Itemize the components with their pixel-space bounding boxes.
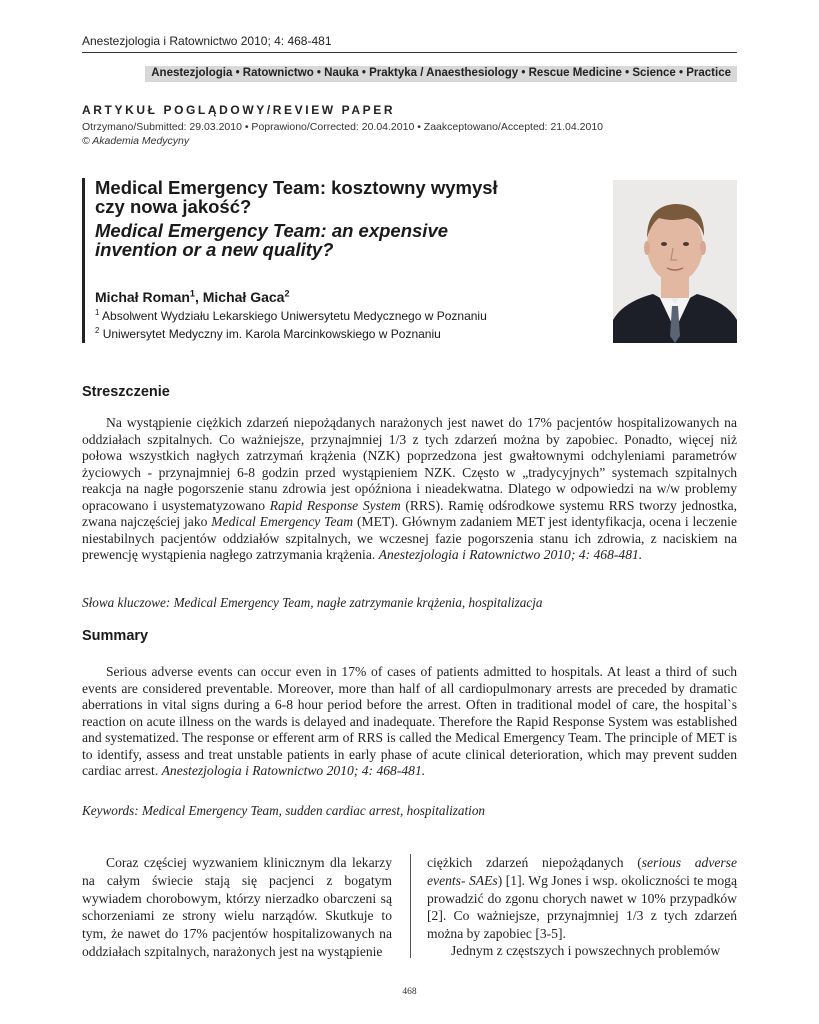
author-list: [95, 289, 290, 305]
author-photo: [613, 180, 737, 343]
abstract-polish-text-1: Na wystąpienie ciężkich zdarzeń niepożądanych narażonych jest nawet do 17% pacjentów hospitalizowanych na oddziałach szpitalnych. Co ważniejsze, przynajmniej 1/3 z tych zdarzeń można by zapobiec. Ponadto, więcej niż połowa wszystkich nagłych zatrzymań krążenia (NZK) poprzedzona jest gwałtownymi odchyleniami parametrów życiowych - przynajmniej 6-8 godzin przed wystąpieniem NZK. Często w „tradycyjnych” systemach szpitalnych reakcja na nagłe pogorszenie stanu zdrowia jest opóźniona i nieadekwatna. Dlatego w odpowiedzi na w/w problemy opracowano i usystematyzowano: [82, 415, 737, 513]
author-1-affiliation-ref: 1: [189, 288, 195, 299]
abstract-polish: [82, 415, 737, 564]
journal-keyword-text: Anestezjologia • Ratownictwo • Nauka • Praktyka / Anaesthesiology • Rescue Medicine • Science • Practice: [151, 67, 731, 79]
journal-citation: Anestezjologia i Ratownictwo 2010; 4: 468-481: [82, 34, 332, 48]
copyright: © Akademia Medycyny: [82, 135, 190, 147]
body-right-italic: serious adverse events- SAEs: [427, 855, 737, 888]
streszczenie-heading: Streszczenie: [82, 384, 170, 400]
body-right-text-2: ) [1]. Wg Jones i wsp. okoliczności te mogą prowadzić do zgonu chorych nawet w 10% przypadków [2]. Co ważniejsze, przynajmniej 1/3 z tych zdarzeń można by zapobiec [3-5].: [427, 872, 737, 942]
affiliation-2-marker: 2: [95, 326, 100, 335]
keywords-english: Keywords: Medical Emergency Team, sudden cardiac arrest, hospitalization: [82, 803, 486, 818]
affiliation-1: [95, 309, 487, 323]
abstract-polish-citation: Anestezjologia i Ratownictwo 2010; 4: 468-481.: [378, 547, 643, 562]
abstract-english-text: Serious adverse events can occur even in 17% of cases of patients admitted to hospitals. At least a third of such events are considered preventable. Moreover, more than half of all cardiopulmonary arrests are preceded by dramatic aberrations in vital signs during a 6-8 hour period before the arrest. Often in traditional model of care, the hospital`s reaction on acute illness on the wards is delayed and inadequate. Therefore the Rapid Response System was established and systematized. The response or efferent arm of RRS is called the Medical Emergency Team. The principle of MET is to identify, assess and treat unstable patients in early phase of acute clinical deterioration, which may prevent sudden cardiac arrest.: [82, 664, 737, 778]
body-right-text-1: ciężkich zdarzeń niepożądanych (: [427, 855, 642, 870]
article-type: ARTYKUŁ POGLĄDOWY/REVIEW PAPER: [82, 103, 396, 117]
abstract-polish-met: Medical Emergency Team: [211, 514, 354, 529]
column-divider: [410, 854, 411, 958]
abstract-polish-text-3: (MET). Głównym zadaniem MET jest identyfikacja, ocena i leczenie niestabilnych pacjentów oddziałów szpitalnych, we wczesnej fazie pogorszenia stanu ich zdrowia, z naciskiem na prewencję wystąpienia nagłego zatrzymania krążenia.: [82, 514, 737, 562]
abstract-polish-text-2: (RRS). Ramię odśrodkowe systemu RRS tworzy jednostka, zwana najczęściej jako: [82, 497, 738, 529]
summary-heading: Summary: [82, 628, 149, 644]
keywords-polish: Słowa kluczowe: Medical Emergency Team, nagłe zatrzymanie krążenia, hospitalizacja: [82, 595, 543, 610]
author-2-name: Michał Gaca: [202, 289, 285, 305]
abstract-english-citation: Anestezjologia i Ratownictwo 2010; 4: 468-481.: [161, 763, 426, 778]
journal-keyword-band: [145, 66, 737, 82]
body-right-paragraph-2: Jednym z częstszych i powszechnych problemów: [451, 943, 721, 958]
title-accent-bar: [82, 178, 85, 343]
title-polish-line-2: czy nowa jakość?: [95, 196, 252, 217]
affiliation-1-marker: 1: [95, 308, 100, 317]
page-number: 468: [402, 987, 417, 997]
body-left-column: Coraz częściej wyzwaniem klinicznym dla lekarzy na całym świecie stają się pacjenci z bogatym wywiadem chorobowym, którzy nierzadko obarczeni są schorzeniami ze strony wielu narządów. Skutkuje to tym, że nawet do 17% pacjentów hospitalizowanych na oddziałach szpitalnych, narażonych jest na wystąpienie: [82, 855, 392, 959]
submission-dates: Otrzymano/Submitted: 29.03.2010 • Poprawiono/Corrected: 20.04.2010 • Zaakceptowano/Accepted: 21.04.2010: [82, 121, 604, 133]
author-portrait-illustration: [613, 180, 737, 343]
abstract-english: [82, 664, 737, 780]
title-polish-line-1: Medical Emergency Team: kosztowny wymysł: [95, 177, 498, 198]
title-english-line-1: Medical Emergency Team: an expensive: [95, 220, 449, 241]
title-english: [95, 221, 448, 259]
abstract-polish-rrs: Rapid Response System: [269, 497, 401, 513]
affiliation-2-text: Uniwersytet Medyczny im. Karola Marcinkowskiego w Poznaniu: [102, 327, 441, 341]
title-english-line-2: invention or a new quality?: [95, 239, 334, 260]
author-1-name: Michał Roman: [95, 289, 190, 305]
body-right-column: [427, 854, 737, 943]
title-polish: [95, 178, 498, 216]
affiliation-2: [95, 327, 441, 341]
header-rule: [82, 52, 737, 53]
affiliation-1-text: Absolwent Wydziału Lekarskiego Uniwersytetu Medycznego w Poznaniu: [102, 309, 487, 323]
author-separator: ,: [194, 289, 203, 305]
author-2-affiliation-ref: 2: [284, 288, 290, 299]
